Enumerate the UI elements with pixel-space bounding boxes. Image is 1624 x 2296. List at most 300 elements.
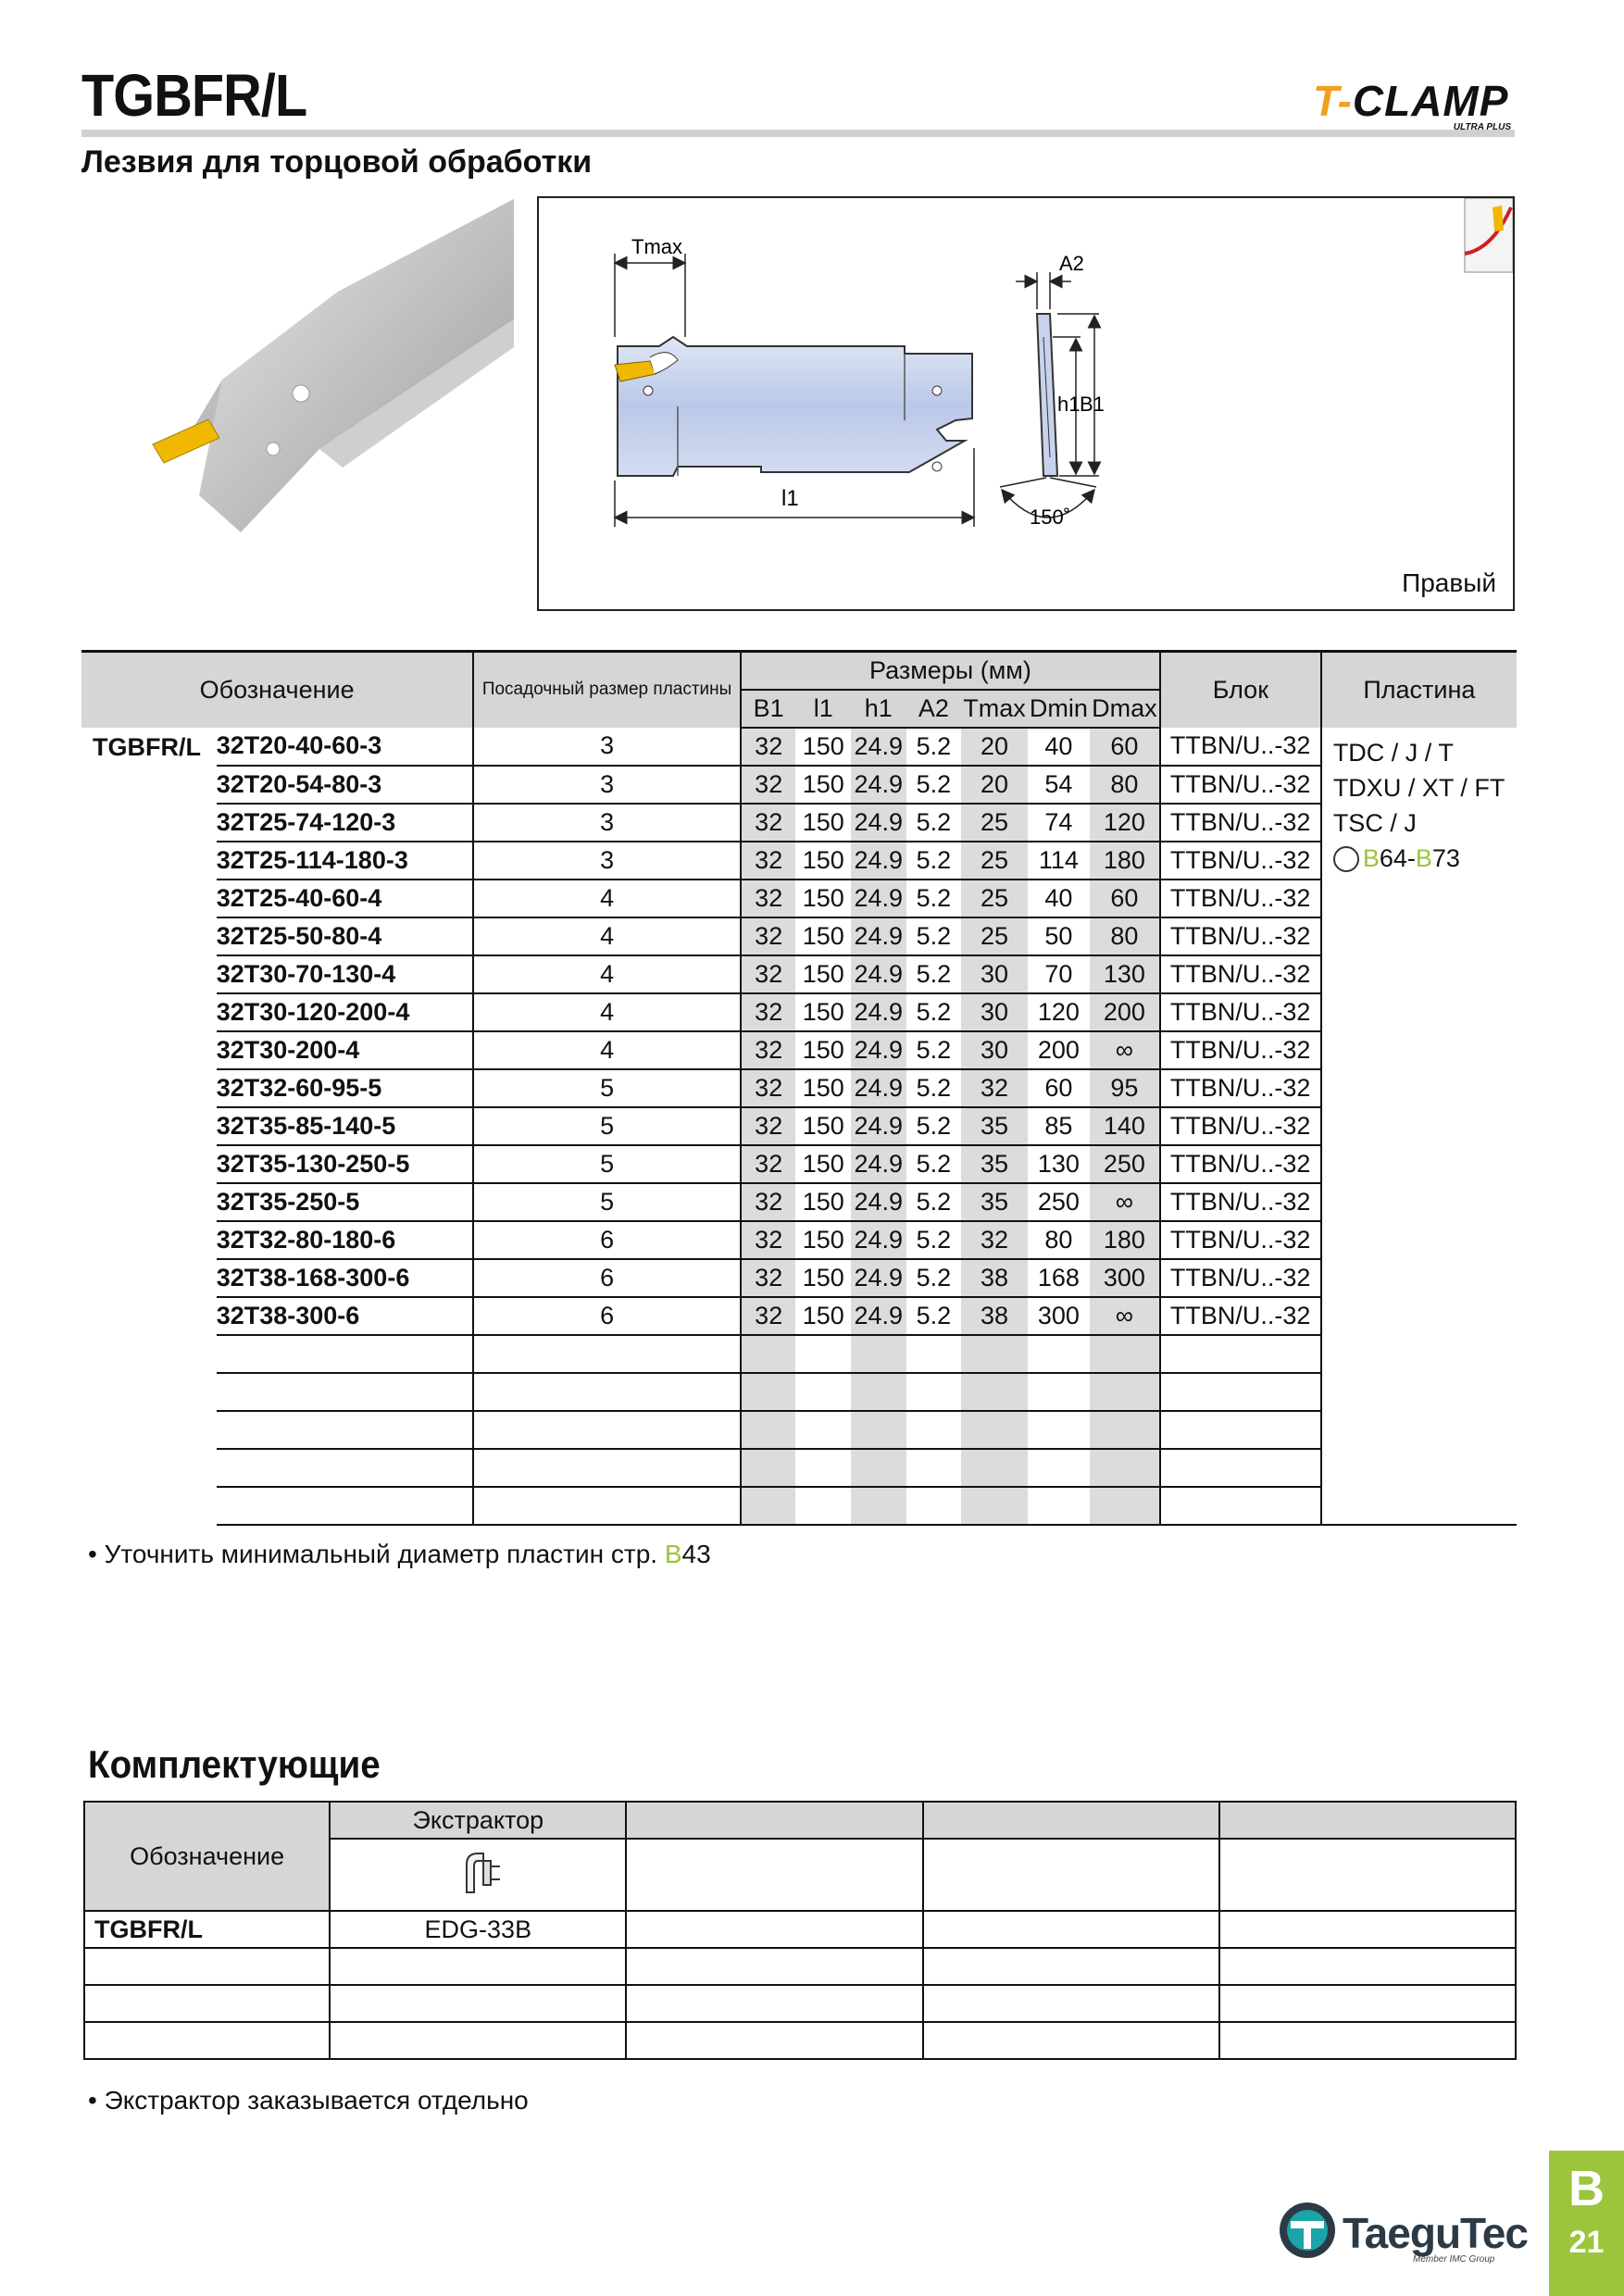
seat-cell — [473, 1411, 741, 1449]
block-cell: TTBN/U..-32 — [1160, 955, 1321, 993]
seat-cell: 5 — [473, 1069, 741, 1107]
dim-cell-b1: 32 — [741, 1297, 796, 1335]
header-dim-dmax: Dmax — [1090, 690, 1160, 728]
dim-cell-l1: 150 — [795, 1297, 851, 1335]
dim-cell-dmin — [1028, 1411, 1090, 1449]
table-row — [81, 842, 1517, 880]
dim-cell-tmax: 35 — [961, 1107, 1028, 1145]
acc-cell — [84, 1948, 330, 1985]
dim-cell-dmax: 80 — [1090, 917, 1160, 955]
insert-type: TDC / J / T — [1332, 738, 1454, 767]
dim-cell-b1 — [741, 1487, 796, 1525]
title-rule — [81, 130, 1515, 137]
dim-cell-b1 — [741, 1449, 796, 1487]
block-cell: TTBN/U..-32 — [1160, 804, 1321, 842]
dim-cell-a2: 5.2 — [906, 766, 962, 804]
table-row — [81, 1259, 1517, 1297]
extractor-icon — [450, 1844, 506, 1900]
dim-cell-h1 — [851, 1487, 906, 1525]
designation-cell: 32T35-130-250-5 — [217, 1145, 474, 1183]
dim-cell-l1: 150 — [795, 993, 851, 1031]
designation-cell: 32T30-70-130-4 — [217, 955, 474, 993]
dim-cell-tmax: 30 — [961, 955, 1028, 993]
dim-cell-dmin: 85 — [1028, 1107, 1090, 1145]
dim-cell-dmin: 40 — [1028, 880, 1090, 917]
header-block: Блок — [1160, 652, 1321, 728]
dim-cell-b1: 32 — [741, 728, 796, 766]
dim-cell-b1: 32 — [741, 842, 796, 880]
acc-header-empty-3 — [1219, 1802, 1516, 1839]
acc-cell — [626, 1948, 922, 1985]
acc-cell — [84, 2022, 330, 2059]
designation-cell — [217, 1449, 474, 1487]
header-dim-b1: B1 — [741, 690, 796, 728]
dim-cell-a2: 5.2 — [906, 728, 962, 766]
dim-cell-tmax: 20 — [961, 766, 1028, 804]
seat-cell: 3 — [473, 804, 741, 842]
dim-cell-l1: 150 — [795, 766, 851, 804]
dim-cell-a2: 5.2 — [906, 1031, 962, 1069]
dim-cell-l1: 150 — [795, 728, 851, 766]
table-row — [81, 1297, 1517, 1335]
dim-cell-a2: 5.2 — [906, 955, 962, 993]
designation-cell: 32T20-40-60-3 — [217, 728, 474, 766]
note-ref-page[interactable]: 43 — [681, 1540, 711, 1568]
dim-cell-h1: 24.9 — [851, 766, 906, 804]
table-row — [81, 917, 1517, 955]
product-photo — [144, 199, 532, 542]
seat-cell: 4 — [473, 955, 741, 993]
dim-cell-a2: 5.2 — [906, 917, 962, 955]
acc-cell — [923, 2022, 1219, 2059]
seat-cell — [473, 1373, 741, 1411]
acc-cell — [626, 2022, 922, 2059]
block-cell — [1160, 1411, 1321, 1449]
block-cell: TTBN/U..-32 — [1160, 1069, 1321, 1107]
designation-cell — [217, 1335, 474, 1373]
dim-cell-a2: 5.2 — [906, 993, 962, 1031]
table-row — [81, 1031, 1517, 1069]
acc-row-series: TGBFR/L — [84, 1911, 330, 1948]
acc-cell — [626, 1839, 922, 1911]
acc-cell — [923, 1839, 1219, 1911]
dim-cell-a2: 5.2 — [906, 1107, 962, 1145]
seat-cell: 4 — [473, 1031, 741, 1069]
dim-cell-tmax: 25 — [961, 917, 1028, 955]
dim-cell-dmax — [1090, 1487, 1160, 1525]
dim-cell-b1 — [741, 1335, 796, 1373]
dim-cell-dmax: 95 — [1090, 1069, 1160, 1107]
ref-prefix: B — [1415, 843, 1432, 872]
dim-cell-h1: 24.9 — [851, 1183, 906, 1221]
designation-cell: 32T30-120-200-4 — [217, 993, 474, 1031]
dim-cell-l1: 150 — [795, 917, 851, 955]
a2-label: A2 — [1059, 252, 1084, 275]
dim-cell-dmax: 130 — [1090, 955, 1160, 993]
header-dimensions: Размеры (мм) — [741, 652, 1160, 690]
block-cell: TTBN/U..-32 — [1160, 917, 1321, 955]
table-row — [81, 1449, 1517, 1487]
dim-cell-b1: 32 — [741, 1145, 796, 1183]
acc-cell — [1219, 1839, 1516, 1911]
acc-cell — [330, 1948, 626, 1985]
extractor-icon-cell — [330, 1839, 626, 1911]
dim-cell-b1: 32 — [741, 766, 796, 804]
table-row — [81, 1335, 1517, 1373]
logo-text: T-CLAMP — [1313, 77, 1509, 125]
acc-header-empty-2 — [923, 1802, 1219, 1839]
dim-cell-tmax: 32 — [961, 1221, 1028, 1259]
dim-cell-a2 — [906, 1373, 962, 1411]
dim-cell-dmin: 130 — [1028, 1145, 1090, 1183]
dim-cell-dmin — [1028, 1449, 1090, 1487]
insert-cell — [1321, 728, 1517, 1525]
block-cell: TTBN/U..-32 — [1160, 1107, 1321, 1145]
table-row — [81, 1183, 1517, 1221]
block-cell: TTBN/U..-32 — [1160, 1297, 1321, 1335]
seat-cell: 6 — [473, 1297, 741, 1335]
designation-cell: 32T25-114-180-3 — [217, 842, 474, 880]
dim-cell-tmax: 25 — [961, 804, 1028, 842]
seat-cell: 5 — [473, 1145, 741, 1183]
section-tab — [1549, 2151, 1624, 2296]
dim-cell-l1: 150 — [795, 955, 851, 993]
dim-cell-l1: 150 — [795, 804, 851, 842]
dim-cell-dmax: 60 — [1090, 728, 1160, 766]
dim-cell-dmin: 54 — [1028, 766, 1090, 804]
insert-type: TSC / J — [1332, 808, 1417, 837]
seat-cell: 3 — [473, 842, 741, 880]
dim-cell-h1: 24.9 — [851, 1221, 906, 1259]
dim-cell-dmin: 114 — [1028, 842, 1090, 880]
dim-cell-b1: 32 — [741, 1107, 796, 1145]
dim-cell-l1: 150 — [795, 1031, 851, 1069]
dim-cell-dmax: 180 — [1090, 1221, 1160, 1259]
dim-cell-l1: 150 — [795, 880, 851, 917]
dim-cell-dmax: ∞ — [1090, 1297, 1160, 1335]
seat-cell — [473, 1449, 741, 1487]
dim-cell-dmax — [1090, 1411, 1160, 1449]
right-hand-label: Правый — [1402, 568, 1496, 597]
dim-cell-dmin: 168 — [1028, 1259, 1090, 1297]
header-dim-h1: h1 — [851, 690, 906, 728]
acc-cell — [626, 1985, 922, 2022]
note-ref-prefix[interactable]: B — [664, 1540, 682, 1568]
dim-cell-b1: 32 — [741, 1221, 796, 1259]
dim-cell-h1: 24.9 — [851, 1297, 906, 1335]
seat-cell: 6 — [473, 1221, 741, 1259]
seat-cell: 4 — [473, 993, 741, 1031]
designation-cell: 32T32-80-180-6 — [217, 1221, 474, 1259]
dim-cell-dmin: 200 — [1028, 1031, 1090, 1069]
dim-cell-l1: 150 — [795, 1069, 851, 1107]
dim-cell-h1: 24.9 — [851, 1107, 906, 1145]
designation-cell: 32T38-300-6 — [217, 1297, 474, 1335]
dim-cell-dmax: 180 — [1090, 842, 1160, 880]
dim-cell-tmax: 38 — [961, 1297, 1028, 1335]
dim-cell-tmax — [961, 1335, 1028, 1373]
table-row — [81, 1107, 1517, 1145]
seat-cell: 5 — [473, 1183, 741, 1221]
dim-cell-b1: 32 — [741, 917, 796, 955]
seat-cell: 3 — [473, 728, 741, 766]
header-dim-dmin: Dmin — [1028, 690, 1090, 728]
series-label: TGBFR/L — [93, 732, 201, 761]
designation-cell — [217, 1487, 474, 1525]
block-cell: TTBN/U..-32 — [1160, 766, 1321, 804]
dim-cell-a2: 5.2 — [906, 1221, 962, 1259]
ref-page: 64- — [1379, 843, 1416, 872]
block-cell: TTBN/U..-32 — [1160, 1183, 1321, 1221]
insert-page-ref[interactable] — [1333, 841, 1517, 876]
dim-cell-tmax: 35 — [961, 1183, 1028, 1221]
dim-cell-tmax: 25 — [961, 842, 1028, 880]
table-row — [81, 766, 1517, 804]
acc-cell — [923, 1911, 1219, 1948]
block-cell — [1160, 1335, 1321, 1373]
acc-cell — [1219, 2022, 1516, 2059]
acc-header-empty-1 — [626, 1802, 922, 1839]
dim-cell-dmax: 120 — [1090, 804, 1160, 842]
designation-cell: 32T25-40-60-4 — [217, 880, 474, 917]
brand-tag: Member IMC Group — [1413, 2254, 1495, 2265]
dim-cell-tmax: 30 — [961, 993, 1028, 1031]
seat-cell — [473, 1335, 741, 1373]
dim-cell-h1: 24.9 — [851, 842, 906, 880]
acc-cell — [1219, 1948, 1516, 1985]
dim-cell-l1: 150 — [795, 1107, 851, 1145]
designation-cell — [217, 1411, 474, 1449]
dim-cell-a2: 5.2 — [906, 1183, 962, 1221]
dim-cell-dmax: 200 — [1090, 993, 1160, 1031]
dim-cell-dmin: 70 — [1028, 955, 1090, 993]
h1-label: h1 — [1057, 393, 1081, 416]
diameter-note — [88, 1540, 711, 1569]
dim-cell-dmin: 250 — [1028, 1183, 1090, 1221]
seat-cell: 5 — [473, 1107, 741, 1145]
page-title: TGBFR/L — [81, 62, 307, 129]
dim-cell-h1: 24.9 — [851, 993, 906, 1031]
dim-cell-a2: 5.2 — [906, 1069, 962, 1107]
accessories-table — [83, 1801, 1517, 2060]
page-subtitle: Лезвия для торцовой обработки — [81, 144, 593, 180]
designation-cell: 32T25-74-120-3 — [217, 804, 474, 842]
dim-cell-tmax — [961, 1373, 1028, 1411]
header-seat: Посадочный размер пластины — [473, 652, 741, 728]
dim-cell-dmax — [1090, 1449, 1160, 1487]
block-cell — [1160, 1487, 1321, 1525]
l1-label: l1 — [781, 486, 799, 511]
header-designation: Обозначение — [81, 652, 473, 728]
designation-cell: 32T25-50-80-4 — [217, 917, 474, 955]
dim-cell-l1 — [795, 1449, 851, 1487]
ref-page: 73 — [1431, 843, 1460, 872]
dim-cell-tmax — [961, 1449, 1028, 1487]
dim-cell-l1: 150 — [795, 1259, 851, 1297]
acc-cell — [1219, 1985, 1516, 2022]
dim-cell-a2: 5.2 — [906, 1259, 962, 1297]
dim-cell-tmax — [961, 1411, 1028, 1449]
dim-cell-a2 — [906, 1411, 962, 1449]
dim-cell-tmax: 35 — [961, 1145, 1028, 1183]
logo-subtext: ULTRA PLUS — [1453, 122, 1511, 132]
insert-type: TDXU / XT / FT — [1332, 773, 1505, 802]
dim-cell-a2: 5.2 — [906, 1297, 962, 1335]
block-cell: TTBN/U..-32 — [1160, 842, 1321, 880]
acc-extractor-value: EDG-33B — [330, 1911, 626, 1948]
dim-cell-h1 — [851, 1411, 906, 1449]
dim-cell-dmax: 80 — [1090, 766, 1160, 804]
acc-cell — [923, 1948, 1219, 1985]
dim-cell-b1: 32 — [741, 1069, 796, 1107]
brand-name: TaeguTec — [1343, 2209, 1528, 2257]
designation-cell: 32T30-200-4 — [217, 1031, 474, 1069]
header-insert: Пластина — [1321, 652, 1517, 728]
dim-cell-dmax: 250 — [1090, 1145, 1160, 1183]
dim-cell-h1: 24.9 — [851, 1031, 906, 1069]
designation-cell: 32T35-250-5 — [217, 1183, 474, 1221]
specification-table — [81, 650, 1517, 1526]
table-row — [81, 993, 1517, 1031]
dim-cell-a2 — [906, 1449, 962, 1487]
dim-cell-dmin: 74 — [1028, 804, 1090, 842]
dim-cell-b1: 32 — [741, 1259, 796, 1297]
dim-cell-l1: 150 — [795, 1221, 851, 1259]
table-row — [81, 728, 1517, 766]
seat-cell: 4 — [473, 880, 741, 917]
dim-cell-a2: 5.2 — [906, 842, 962, 880]
taegutec-logo — [1278, 2199, 1528, 2265]
table-row — [81, 1487, 1517, 1525]
dim-cell-dmin: 50 — [1028, 917, 1090, 955]
tmax-label: Tmax — [631, 235, 682, 258]
header-dim-l1: l1 — [795, 690, 851, 728]
block-cell: TTBN/U..-32 — [1160, 728, 1321, 766]
table-row — [81, 880, 1517, 917]
magnifier-icon — [1333, 846, 1359, 872]
dim-cell-b1 — [741, 1411, 796, 1449]
dim-cell-dmin: 80 — [1028, 1221, 1090, 1259]
dim-cell-l1 — [795, 1411, 851, 1449]
acc-cell — [1219, 1911, 1516, 1948]
block-cell: TTBN/U..-32 — [1160, 1145, 1321, 1183]
dim-cell-l1 — [795, 1487, 851, 1525]
dim-cell-dmax — [1090, 1373, 1160, 1411]
designation-cell — [217, 1373, 474, 1411]
dim-cell-l1 — [795, 1373, 851, 1411]
angle-label: 150˚ — [1030, 505, 1071, 529]
dim-cell-dmin: 40 — [1028, 728, 1090, 766]
dim-cell-h1: 24.9 — [851, 804, 906, 842]
dim-cell-l1: 150 — [795, 842, 851, 880]
dim-cell-dmax — [1090, 1335, 1160, 1373]
table-row — [81, 1069, 1517, 1107]
dim-cell-a2: 5.2 — [906, 880, 962, 917]
dim-cell-a2: 5.2 — [906, 804, 962, 842]
section-letter: B — [1568, 2161, 1605, 2216]
seat-cell: 6 — [473, 1259, 741, 1297]
dim-cell-dmax: ∞ — [1090, 1183, 1160, 1221]
acc-header-designation: Обозначение — [84, 1802, 330, 1911]
designation-cell: 32T20-54-80-3 — [217, 766, 474, 804]
dim-cell-h1: 24.9 — [851, 1145, 906, 1183]
dim-cell-a2 — [906, 1335, 962, 1373]
dim-cell-b1: 32 — [741, 880, 796, 917]
acc-cell — [330, 1985, 626, 2022]
dim-cell-b1: 32 — [741, 955, 796, 993]
dim-cell-dmin — [1028, 1487, 1090, 1525]
dim-cell-dmin — [1028, 1373, 1090, 1411]
t-clamp-logo — [1313, 76, 1517, 131]
dim-cell-tmax: 30 — [961, 1031, 1028, 1069]
dim-cell-dmin — [1028, 1335, 1090, 1373]
dim-cell-tmax: 25 — [961, 880, 1028, 917]
b1-label: B1 — [1080, 393, 1105, 416]
dim-cell-tmax — [961, 1487, 1028, 1525]
ref-prefix: B — [1362, 843, 1380, 872]
header-dim-tmax: Tmax — [961, 690, 1028, 728]
accessories-title: Комплектующие — [88, 1742, 381, 1786]
acc-cell — [84, 1985, 330, 2022]
table-row — [81, 955, 1517, 993]
dim-cell-tmax: 38 — [961, 1259, 1028, 1297]
dim-cell-dmin: 300 — [1028, 1297, 1090, 1335]
dim-cell-h1 — [851, 1373, 906, 1411]
dim-cell-b1: 32 — [741, 993, 796, 1031]
dim-cell-b1: 32 — [741, 1031, 796, 1069]
dim-cell-h1: 24.9 — [851, 1069, 906, 1107]
page-number: 21 — [1568, 2225, 1605, 2260]
dim-cell-dmax: 140 — [1090, 1107, 1160, 1145]
seat-cell: 3 — [473, 766, 741, 804]
designation-cell: 32T32-60-95-5 — [217, 1069, 474, 1107]
dim-cell-tmax: 20 — [961, 728, 1028, 766]
dim-cell-dmin: 60 — [1028, 1069, 1090, 1107]
dim-cell-a2 — [906, 1487, 962, 1525]
block-cell: TTBN/U..-32 — [1160, 1031, 1321, 1069]
dim-cell-a2: 5.2 — [906, 1145, 962, 1183]
block-cell — [1160, 1449, 1321, 1487]
dim-cell-h1: 24.9 — [851, 728, 906, 766]
acc-cell — [330, 2022, 626, 2059]
dimension-drawing — [539, 198, 1513, 609]
dim-cell-h1: 24.9 — [851, 917, 906, 955]
dim-cell-b1: 32 — [741, 1183, 796, 1221]
dim-cell-h1 — [851, 1335, 906, 1373]
acc-cell — [626, 1911, 922, 1948]
block-cell: TTBN/U..-32 — [1160, 993, 1321, 1031]
logo-clamp-text: CLAMP — [1352, 77, 1509, 125]
block-cell: TTBN/U..-32 — [1160, 1221, 1321, 1259]
dim-cell-h1: 24.9 — [851, 1259, 906, 1297]
block-cell — [1160, 1373, 1321, 1411]
dim-cell-b1 — [741, 1373, 796, 1411]
extractor-note: • Экстрактор заказывается отдельно — [88, 2086, 529, 2115]
dim-cell-dmax: 60 — [1090, 880, 1160, 917]
dim-cell-h1: 24.9 — [851, 880, 906, 917]
dim-cell-dmin: 120 — [1028, 993, 1090, 1031]
dim-cell-tmax: 32 — [961, 1069, 1028, 1107]
seat-cell: 4 — [473, 917, 741, 955]
dim-cell-h1 — [851, 1449, 906, 1487]
taegutec-emblem-icon — [1278, 2201, 1337, 2260]
designation-cell: 32T35-85-140-5 — [217, 1107, 474, 1145]
designation-cell: 32T38-168-300-6 — [217, 1259, 474, 1297]
seat-cell — [473, 1487, 741, 1525]
header-dim-a2: A2 — [906, 690, 962, 728]
technical-diagram — [537, 196, 1515, 611]
note-text: • Уточнить минимальный диаметр пластин стр. — [88, 1540, 665, 1568]
